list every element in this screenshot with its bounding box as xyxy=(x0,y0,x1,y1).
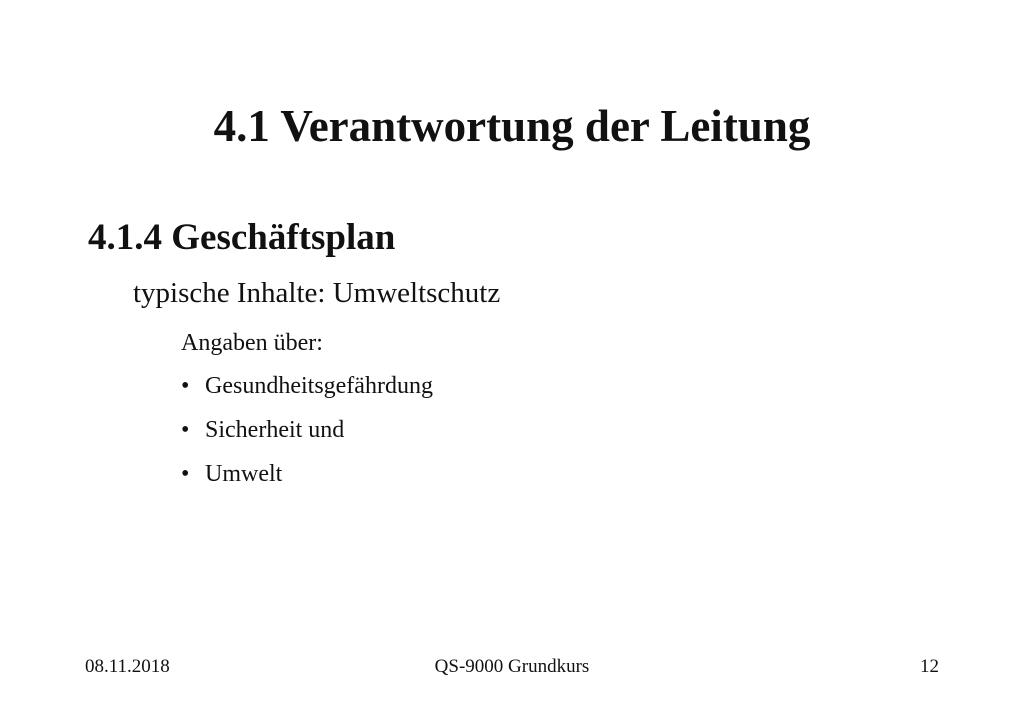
footer-course-name: QS-9000 Grundkurs xyxy=(434,656,590,677)
bullet-icon: • xyxy=(181,461,190,487)
bullet-list xyxy=(181,370,433,502)
slide-title: 4.1 Verantwortung der Leitung xyxy=(213,101,811,151)
bullet-text: Umwelt xyxy=(205,461,283,487)
footer-date: 08.11.2018 xyxy=(85,656,170,677)
bullet-text: Sicherheit und xyxy=(205,417,345,443)
section-heading: 4.1.4 Geschäftsplan xyxy=(88,217,396,258)
bullet-icon: • xyxy=(181,373,190,399)
bullet-text: Gesundheitsgefährdung xyxy=(205,373,433,399)
intro-text: Angaben über: xyxy=(181,330,323,356)
bullet-icon: • xyxy=(181,417,190,443)
bullet-item xyxy=(181,414,433,458)
bullet-item xyxy=(181,370,433,414)
bullet-item xyxy=(181,458,433,502)
footer-page-number: 12 xyxy=(920,656,939,677)
subheading: typische Inhalte: Umweltschutz xyxy=(133,277,501,309)
